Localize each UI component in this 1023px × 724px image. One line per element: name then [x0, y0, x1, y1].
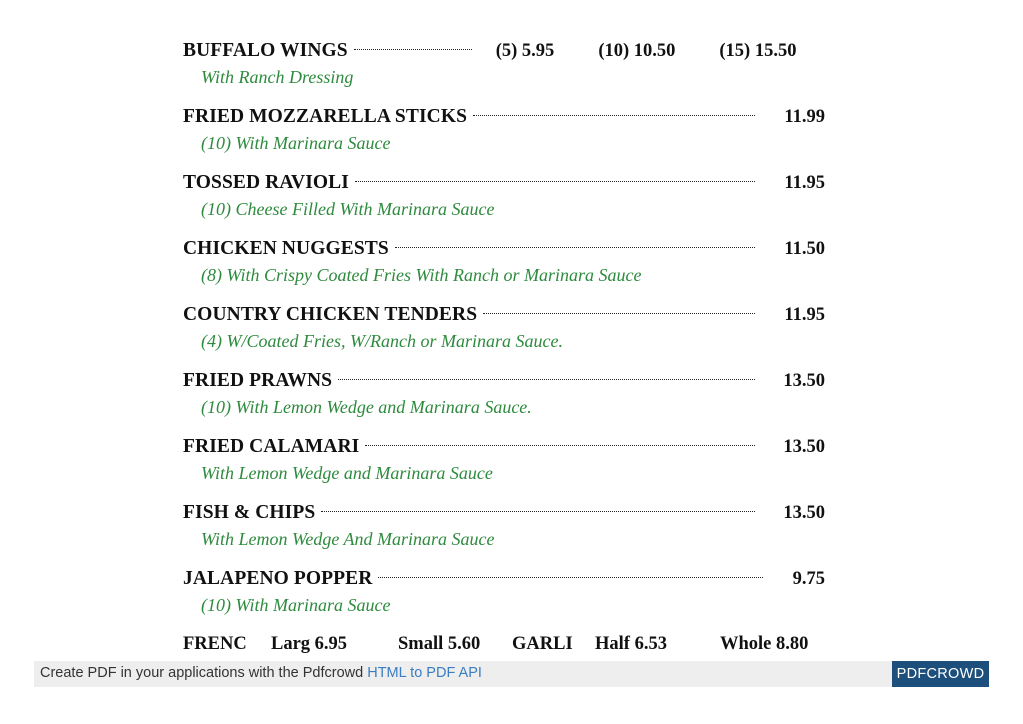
dot-leader — [338, 378, 755, 380]
footer-text — [40, 665, 482, 681]
menu-item-header — [183, 172, 823, 198]
menu-item-name: CHICKEN NUGGESTS — [183, 238, 389, 259]
menu-item-price: 11.99 — [784, 107, 825, 127]
pdfcrowd-badge[interactable]: PDFCROWD — [892, 661, 989, 687]
menu-item-header — [183, 502, 823, 528]
menu-item-header — [183, 238, 823, 264]
menu-item-name: FRIED MOZZARELLA STICKS — [183, 106, 468, 127]
menu-item — [183, 106, 823, 172]
menu-item-name: JALAPENO POPPER — [183, 568, 373, 589]
menu-item-buffalo-wings — [183, 40, 823, 106]
menu-item-name: BUFFALO WINGS — [183, 40, 348, 61]
menu-item — [183, 238, 823, 304]
menu-item-price: 13.50 — [783, 437, 825, 457]
menu-list — [183, 40, 823, 660]
menu-item-name: TOSSED RAVIOLI — [183, 172, 349, 193]
html-to-pdf-link[interactable]: HTML to PDF API — [367, 665, 482, 681]
menu-item-description: (10) Cheese Filled With Marinara Sauce — [201, 199, 495, 219]
menu-item-description: (10) With Marinara Sauce — [201, 595, 391, 615]
menu-item-header — [183, 106, 823, 132]
dot-leader — [365, 444, 755, 446]
menu-item-price: 11.50 — [784, 239, 825, 259]
footer-prefix: Create PDF in your applications with the Pdfcrowd — [40, 665, 368, 681]
menu-item-description: With Ranch Dressing — [201, 67, 354, 87]
pdfcrowd-footer — [34, 661, 989, 687]
menu-item-header — [183, 436, 823, 462]
menu-item-description: With Lemon Wedge And Marinara Sauce — [201, 529, 495, 549]
garlic-bread-name: GARLI — [512, 634, 573, 654]
dot-leader — [473, 114, 755, 116]
dot-leader — [378, 576, 763, 578]
menu-item-description: (4) W/Coated Fries, W/Ranch or Marinara Sauce. — [201, 331, 563, 351]
menu-item — [183, 172, 823, 238]
menu-item-price: 13.50 — [783, 503, 825, 523]
french-fries-small-price: Small 5.60 — [398, 634, 481, 654]
menu-item — [183, 436, 823, 502]
menu-item-description: (8) With Crispy Coated Fries With Ranch or Marinara Sauce — [201, 265, 642, 285]
dot-leader — [395, 246, 755, 248]
menu-item-header — [183, 40, 823, 66]
menu-item-description: (10) With Lemon Wedge and Marinara Sauce. — [201, 397, 532, 417]
garlic-bread-whole-price: Whole 8.80 — [720, 634, 809, 654]
french-fries-name: FRENC — [183, 634, 247, 654]
dot-leader — [483, 312, 755, 314]
price-15-wings: (15) 15.50 — [719, 41, 797, 61]
menu-item-price: 9.75 — [792, 569, 825, 589]
menu-item-header — [183, 370, 823, 396]
garlic-bread-half-price: Half 6.53 — [595, 634, 667, 654]
menu-item — [183, 502, 823, 568]
menu-item-name: COUNTRY CHICKEN TENDERS — [183, 304, 478, 325]
menu-item — [183, 568, 823, 634]
menu-item-description: With Lemon Wedge and Marinara Sauce — [201, 463, 493, 483]
menu-item-header — [183, 304, 823, 330]
menu-item-name: FISH & CHIPS — [183, 502, 316, 523]
menu-item-name: FRIED PRAWNS — [183, 370, 333, 391]
menu-item — [183, 370, 823, 436]
menu-item — [183, 304, 823, 370]
dot-leader — [355, 180, 755, 182]
fries-bread-row — [183, 634, 823, 660]
menu-item-price: 11.95 — [784, 173, 825, 193]
french-fries-large-price: Larg 6.95 — [271, 634, 348, 654]
menu-item-name: FRIED CALAMARI — [183, 436, 360, 457]
menu-item-description: (10) With Marinara Sauce — [201, 133, 391, 153]
dot-leader — [354, 48, 472, 50]
price-10-wings: (10) 10.50 — [598, 41, 676, 61]
menu-item-price: 13.50 — [783, 371, 825, 391]
menu-item-price: 11.95 — [784, 305, 825, 325]
dot-leader — [321, 510, 755, 512]
menu-item-header — [183, 568, 823, 594]
price-5-wings: (5) 5.95 — [495, 41, 555, 61]
